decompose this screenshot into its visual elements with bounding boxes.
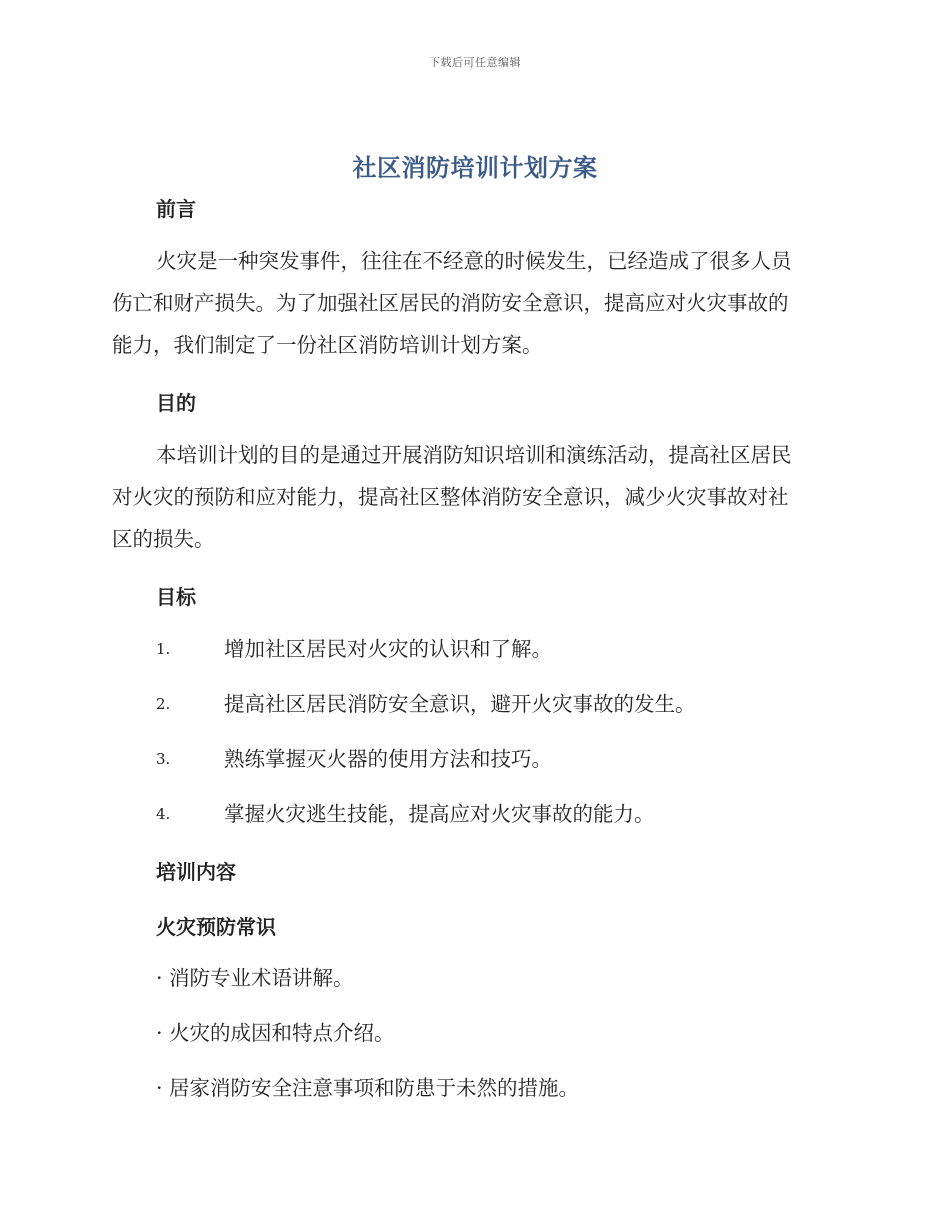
list-text: 掌握火灾逃生技能，提高应对火灾事故的能力。: [224, 802, 655, 826]
bullet-item: · 火灾的成因和特点介绍。: [156, 1021, 395, 1045]
paragraph-line: 区的损失。: [112, 527, 215, 551]
paragraph-purpose: [112, 434, 832, 560]
list-text: 提高社区居民消防安全意识，避开火灾事故的发生。: [224, 692, 696, 716]
list-text: 增加社区居民对火灾的认识和了解。: [224, 637, 552, 661]
section-heading-purpose: 目的: [156, 391, 196, 415]
bullet-item: · 消防专业术语讲解。: [156, 966, 354, 990]
bullet-item: · 居家消防安全注意事项和防患于未然的措施。: [156, 1076, 580, 1100]
paragraph-line: 对火灾的预防和应对能力，提高社区整体消防安全意识，减少火灾事故对社: [112, 485, 789, 509]
paragraph-line: 本培训计划的目的是通过开展消防知识培训和演练活动，提高社区居民: [156, 443, 792, 467]
paragraph-line: 火灾是一种突发事件，往往在不经意的时候发生，已经造成了很多人员: [156, 249, 792, 273]
list-number: 1.: [156, 640, 171, 658]
list-number: 3.: [156, 750, 171, 768]
paragraph-preface: [112, 240, 832, 366]
list-item: [156, 799, 836, 829]
subsection-heading-fire-prevention: 火灾预防常识: [156, 915, 276, 939]
section-heading-content: 培训内容: [156, 860, 236, 884]
list-text: 熟练掌握灭火器的使用方法和技巧。: [224, 747, 552, 771]
paragraph-line: 伤亡和财产损失。为了加强社区居民的消防安全意识，提高应对火灾事故的: [112, 291, 789, 315]
section-heading-preface: 前言: [156, 197, 196, 221]
list-number: 4.: [156, 805, 171, 823]
list-item: [156, 689, 836, 719]
list-number: 2.: [156, 695, 171, 713]
paragraph-line: 能力，我们制定了一份社区消防培训计划方案。: [112, 333, 543, 357]
page-title: 社区消防培训计划方案: [352, 154, 598, 182]
list-item: [156, 634, 836, 664]
list-item: [156, 744, 836, 774]
header-note: 下载后可任意编辑: [429, 56, 521, 69]
section-heading-goals: 目标: [156, 585, 196, 609]
